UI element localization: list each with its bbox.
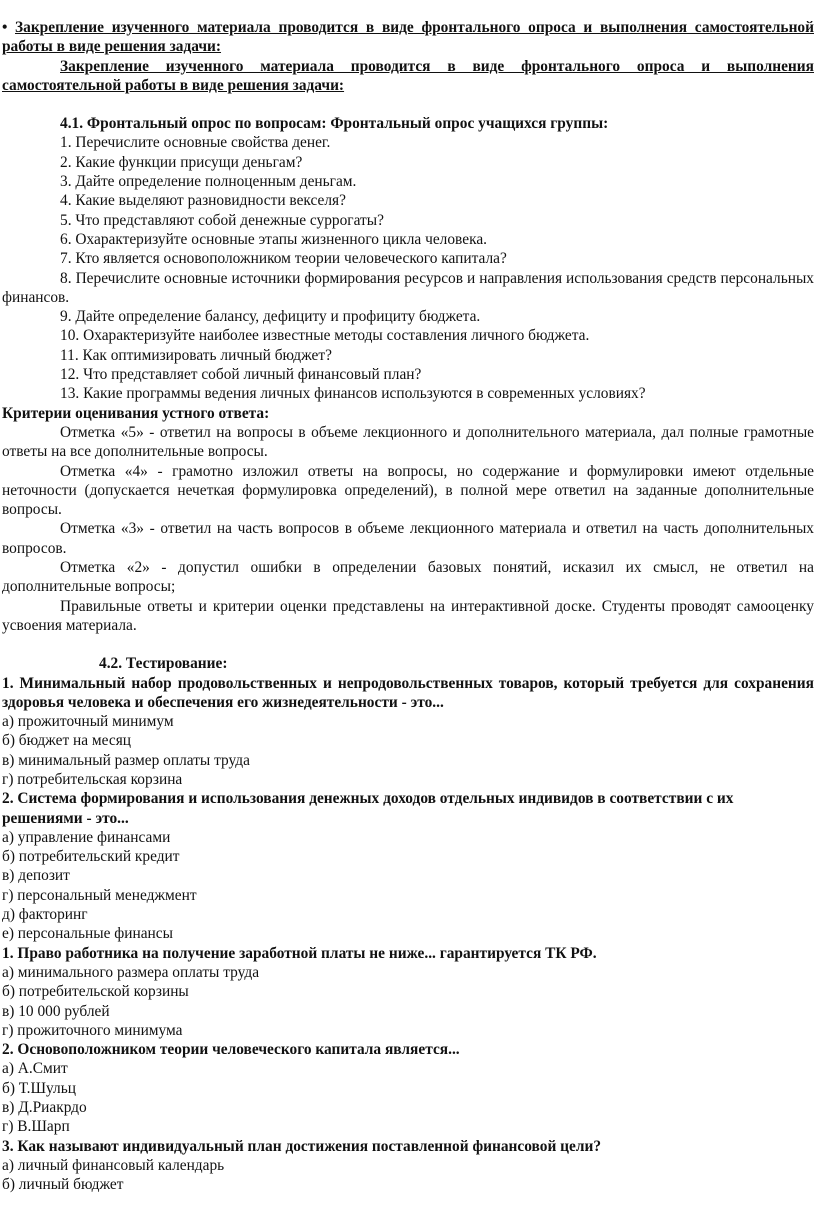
test-option: г) В.Шарп — [2, 1118, 70, 1136]
test-option: в) 10 000 рублей — [2, 1002, 110, 1020]
test-option: в) депозит — [2, 867, 70, 885]
heading-indented: Закрепление изученного материала проводится в виде фронтального опроса и выполнения самостоятельной работы в виде решения задачи: — [2, 57, 814, 94]
criteria-item: Правильные ответы и критерии оценки представлены на интерактивной доске. Студенты проводят самооценку усвоения материала. — [2, 597, 814, 634]
test-option: б) потребительской корзины — [2, 983, 189, 1001]
test-option: е) персональные финансы — [2, 925, 173, 943]
question-item: 12. Что представляет собой личный финансовый план? — [60, 366, 422, 384]
question-item: 5. Что представляют собой денежные суррогаты? — [60, 211, 384, 229]
test-option: а) А.Смит — [2, 1060, 68, 1078]
section2-title: 4.2. Тестирование: — [99, 655, 228, 673]
test-option: г) персональный менеджмент — [2, 886, 197, 904]
test-question: 1. Минимальный набор продовольственных и непродовольственных товаров, который требуется для сохранения здоровья человека и обеспечения его жизнедеятельности - это... — [2, 674, 814, 711]
test-option: б) бюджет на месяц — [2, 732, 132, 750]
heading-bulleted — [2, 18, 814, 57]
question-item: 8. Перечислите основные источники формирования ресурсов и направления использования средств персональных финансов. — [2, 269, 814, 306]
test-question: 1. Право работника на получение заработной платы не ниже... гарантируется ТК РФ. — [2, 944, 597, 962]
question-item: 7. Кто является основоположником теории человеческого капитала? — [60, 250, 507, 268]
test-question: 3. Как называют индивидуальный план достижения поставленной финансовой цели? — [2, 1137, 602, 1155]
test-option: а) минимального размера оплаты труда — [2, 963, 260, 981]
test-question: 2. Основоположником теории человеческого капитала является... — [2, 1041, 460, 1059]
heading-text-1: Закрепление изученного материала проводится в виде фронтального опроса и выполнения самостоятельной работы в виде решения задачи: — [2, 19, 814, 56]
question-item: 10. Охарактеризуйте наиболее известные методы составления личного бюджета. — [60, 327, 590, 345]
criteria-item: Отметка «5» - ответил на вопросы в объеме лекционного и дополнительного материала, дал полные грамотные ответы на все дополнительные вопросы. — [2, 423, 814, 461]
test-option: б) потребительский кредит — [2, 848, 180, 866]
question-item: 11. Как оптимизировать личный бюджет? — [60, 346, 332, 364]
test-option: б) Т.Шульц — [2, 1079, 76, 1097]
spacer — [2, 635, 814, 654]
criteria-item: Отметка «2» - допустил ошибки в определении базовых понятий, исказил их смысл, не ответил на дополнительные вопросы; — [2, 559, 814, 596]
criteria-item: Отметка «3» - ответил на часть вопросов в объеме лекционного материала и ответил на часть дополнительных вопросов. — [2, 520, 814, 557]
test-option: в) минимальный размер оплаты труда — [2, 751, 250, 769]
question-item: 6. Охарактеризуйте основные этапы жизненного цикла человека. — [60, 230, 487, 248]
section1-title: 4.1. Фронтальный опрос по вопросам: Фронтальный опрос учащихся группы: — [60, 115, 609, 133]
test-option: г) прожиточного минимума — [2, 1021, 183, 1039]
test-option: б) личный бюджет — [2, 1176, 124, 1194]
test-question: 2. Система формирования и использования денежных доходов отдельных индивидов в соответствии с их решениями - это... — [2, 790, 734, 827]
test-option: а) личный финансовый календарь — [2, 1156, 225, 1174]
criteria-item: Отметка «4» - грамотно изложил ответы на вопросы, но содержание и формулировки имеют отдельные неточности (допускается нечеткая формулировка определений), в полной мере ответил на заданные дополнительные вопросы. — [2, 462, 814, 519]
test-option: в) Д.Риакрдо — [2, 1099, 87, 1117]
question-item: 4. Какие выделяют разновидности векселя? — [60, 192, 346, 210]
test-option: а) управление финансами — [2, 828, 171, 846]
question-item: 13. Какие программы ведения личных финансов используются в современных условиях? — [60, 385, 646, 403]
test-option: г) потребительская корзина — [2, 770, 183, 788]
test-option: а) прожиточный минимум — [2, 713, 174, 731]
question-item: 1. Перечислите основные свойства денег. — [60, 134, 331, 152]
question-item: 2. Какие функции присущи деньгам? — [60, 153, 303, 171]
spacer — [2, 95, 814, 114]
test-option: д) факторинг — [2, 906, 88, 924]
question-item: 3. Дайте определение полноценным деньгам. — [60, 173, 357, 191]
bullet-icon: • — [2, 19, 8, 36]
criteria-title: Критерии оценивания устного ответа: — [2, 404, 270, 422]
question-item: 9. Дайте определение балансу, дефициту и профициту бюджета. — [60, 308, 481, 326]
